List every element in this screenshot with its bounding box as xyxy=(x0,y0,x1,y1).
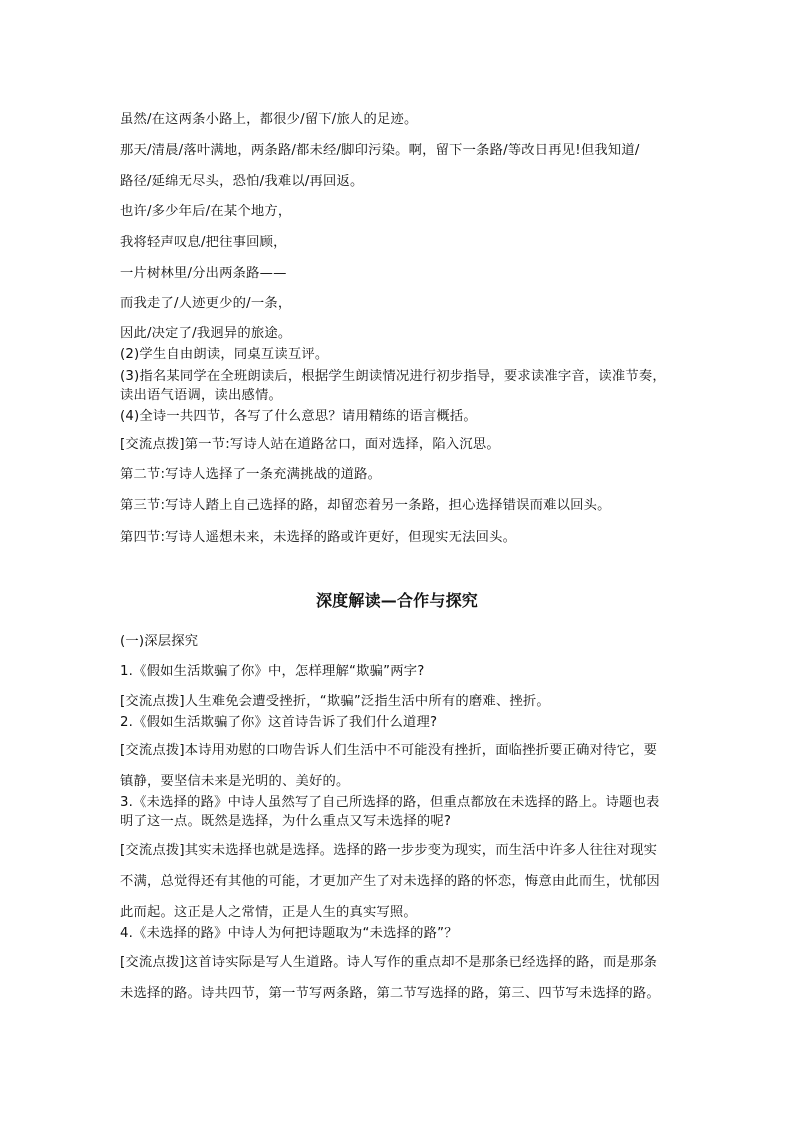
question-3: 3.《未选择的路》中诗人虽然写了自己所选择的路，但重点都放在未选择的路上。诗题也表 xyxy=(120,795,660,810)
answer-4-cont: 未选择的路。诗共四节，第一节写两条路，第二节写选择的路，第三、四节写未选择的路。 xyxy=(120,986,660,1001)
poem-line: 路径/延绵无尽头，恐怕/我难以/再回返。 xyxy=(120,174,364,189)
answer-3-cont: 不满，总觉得还有其他的可能，才更加产生了对未选择的路的怀恋，悔意由此而生，忧郁因 xyxy=(120,874,660,889)
question-3-cont: 明了这一点。既然是选择，为什么重点又写未选择的呢? xyxy=(120,814,452,829)
step-3-text-cont: 读出语气语调，读出感情。 xyxy=(120,388,282,403)
question-2: 2.《假如生活欺骗了你》这首诗告诉了我们什么道理? xyxy=(120,715,438,730)
step-4-text: (4)全诗一共四节，各写了什么意思？请用精练的语言概括。 xyxy=(120,409,477,424)
section-summary-2: 第二节:写诗人选择了一条充满挑战的道路。 xyxy=(120,467,382,482)
poem-line: 我将轻声叹息/把往事回顾， xyxy=(120,235,287,250)
poem-line: 而我走了/人迹更少的/一条， xyxy=(120,296,292,311)
subheading: (一)深层探究 xyxy=(120,634,199,649)
section-heading: 深度解读—合作与探究 xyxy=(315,591,478,610)
step-2-text: (2)学生自由朗读，同桌互读互评。 xyxy=(120,347,329,362)
question-1: 1.《假如生活欺骗了你》中，怎样理解“欺骗”两字? xyxy=(120,664,425,679)
answer-3: [交流点拨]其实未选择也就是选择。选择的路一步步变为现实，而生活中许多人往往对现实 xyxy=(120,843,658,858)
poem-line: 也许/多少年后/在某个地方， xyxy=(120,204,292,219)
question-4: 4.《未选择的路》中诗人为何把诗题取为“未选择的路”？ xyxy=(120,926,458,941)
step-3-text: (3)指名某同学在全班朗读后，根据学生朗读情况进行初步指导，要求读准字音，读准节奏， xyxy=(120,369,666,384)
answer-2-cont: 镇静，要坚信未来是光明的、美好的。 xyxy=(120,774,350,789)
answer-3-cont: 此而起。这正是人之常情，正是人生的真实写照。 xyxy=(120,905,417,920)
poem-line: 因此/决定了/我迥异的旅途。 xyxy=(120,326,292,341)
section-summary-3: 第三节:写诗人踏上自己选择的路，却留恋着另一条路，担心选择错误而难以回头。 xyxy=(120,498,611,513)
answer-2: [交流点拨]本诗用劝慰的口吻告诉人们生活中不可能没有挫折，面临挫折要正确对待它，要 xyxy=(120,743,658,758)
section-summary-4: 第四节:写诗人遥想未来，未选择的路或许更好，但现实无法回头。 xyxy=(120,530,517,545)
poem-line: 一片树林里/分出两条路—— xyxy=(120,266,287,281)
answer-4: [交流点拨]这首诗实际是写人生道路。诗人写作的重点却不是那条已经选择的路，而是那条 xyxy=(120,955,658,970)
poem-line: 虽然/在这两条小路上，都很少/留下/旅人的足迹。 xyxy=(120,112,418,127)
section-summary-1: [交流点拨]第一节:写诗人站在道路岔口，面对选择，陷入沉思。 xyxy=(120,437,500,452)
answer-1: [交流点拨]人生难免会遭受挫折，“欺骗”泛指生活中所有的磨难、挫折。 xyxy=(120,694,550,709)
poem-line: 那天/清晨/落叶满地，两条路/都未经/脚印污染。啊，留下一条路/等改日再见!但我知道/ xyxy=(120,143,640,158)
